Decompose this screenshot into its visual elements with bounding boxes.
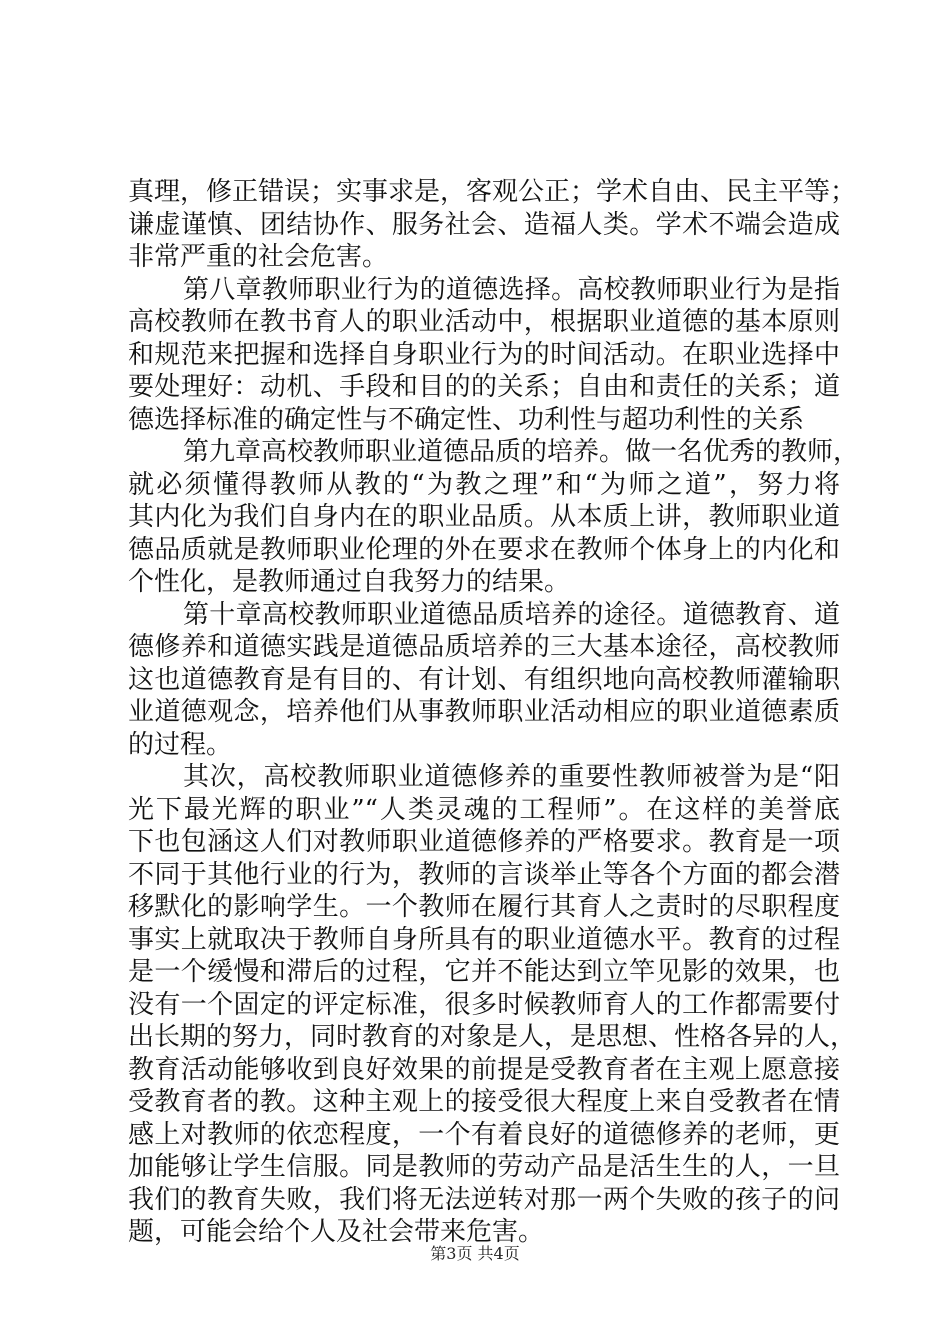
text-line: 是一个缓慢和滞后的过程，它并不能达到立竿见影的效果，也: [128, 957, 840, 987]
text-line: 其内化为我们自身内在的职业品质。从本质上讲，教师职业道: [128, 502, 840, 532]
page-number-label: 第3页 共4页: [430, 1244, 520, 1263]
text-line: 光下最光辉的职业”“人类灵魂的工程师”。在这样的美誉底: [128, 794, 840, 825]
text-line: 题，可能会给个人及社会带来危害。: [128, 1217, 545, 1247]
text-line: 第十章高校教师职业道德品质培养的途径。道德教育、道: [183, 599, 840, 630]
paragraph: [128, 761, 857, 1249]
text-line: 就必须懂得教师从教的“为教之理”和“为师之道”，努力将: [128, 469, 840, 500]
paragraph: [128, 274, 840, 437]
text-line: 教育活动能够收到良好效果的前提是受教育者在主观上愿意接: [128, 1054, 840, 1085]
text-line: 业道德观念，培养他们从事教师职业活动相应的职业道德素质: [128, 697, 840, 727]
text-line: 谦虚谨慎、团结协作、服务社会、造福人类。学术不端会造成: [128, 209, 840, 240]
text-line: 和规范来把握和选择自身职业行为的时间活动。在职业选择中: [128, 339, 840, 370]
text-line: 德修养和道德实践是道德品质培养的三大基本途径，高校教师: [128, 632, 840, 662]
text-line: 的过程。: [128, 729, 233, 760]
text-line: 受教育者的教。这种主观上的接受很大程度上来自受教者在情: [128, 1087, 840, 1117]
text-line: 移默化的影响学生。一个教师在履行其育人之责时的尽职程度: [128, 892, 840, 922]
text-line: 真理，修正错误；实事求是，客观公正；学术自由、民主平等；: [128, 177, 857, 207]
text-line: 第八章教师职业行为的道德选择。高校教师职业行为是指: [183, 274, 840, 305]
text-line: 我们的教育失败，我们将无法逆转对那一两个失败的孩子的问: [128, 1184, 840, 1215]
paragraph: [128, 176, 857, 274]
text-line: 这也道德教育是有目的、有计划、有组织地向高校教师灌输职: [128, 664, 840, 695]
text-line: 要处理好：动机、手段和目的的关系；自由和责任的关系；道: [128, 372, 840, 402]
paragraph: [128, 436, 860, 599]
text-line: 高校教师在教书育人的职业活动中，根据职业道德的基本原则: [128, 307, 840, 337]
text-line: 出长期的努力，同时教育的对象是人，是思想、性格各异的人，: [128, 1022, 857, 1052]
text-line: 个性化，是教师通过自我努力的结果。: [128, 567, 571, 597]
text-line: 德品质就是教师职业伦理的外在要求在教师个体身上的内化和: [128, 534, 840, 565]
text-line: 没有一个固定的评定标准，很多时候教师育人的工作都需要付: [128, 989, 840, 1020]
text-line: 德选择标准的确定性与不确定性、功利性与超功利性的关系: [128, 404, 805, 435]
text-line: 不同于其他行业的行为，教师的言谈举止等各个方面的都会潜: [128, 859, 840, 890]
page-footer: [0, 1244, 950, 1264]
text-line: 感上对教师的依恋程度，一个有着良好的道德修养的老师，更: [128, 1119, 840, 1150]
text-line: 事实上就取决于教师自身所具有的职业道德水平。教育的过程: [128, 924, 840, 955]
text-line: 其次，高校教师职业道德修养的重要性教师被誉为是“阳: [183, 762, 840, 792]
text-line: 加能够让学生信服。同是教师的劳动产品是活生生的人，一旦: [128, 1152, 840, 1182]
text-line: 非常严重的社会危害。: [128, 242, 389, 272]
document-body: [128, 176, 860, 1249]
text-line: 下也包涵这人们对教师职业道德修养的严格要求。教育是一项: [128, 827, 840, 857]
paragraph: [128, 599, 840, 762]
text-line: 第九章高校教师职业道德品质的培养。做一名优秀的教师，: [183, 437, 860, 467]
